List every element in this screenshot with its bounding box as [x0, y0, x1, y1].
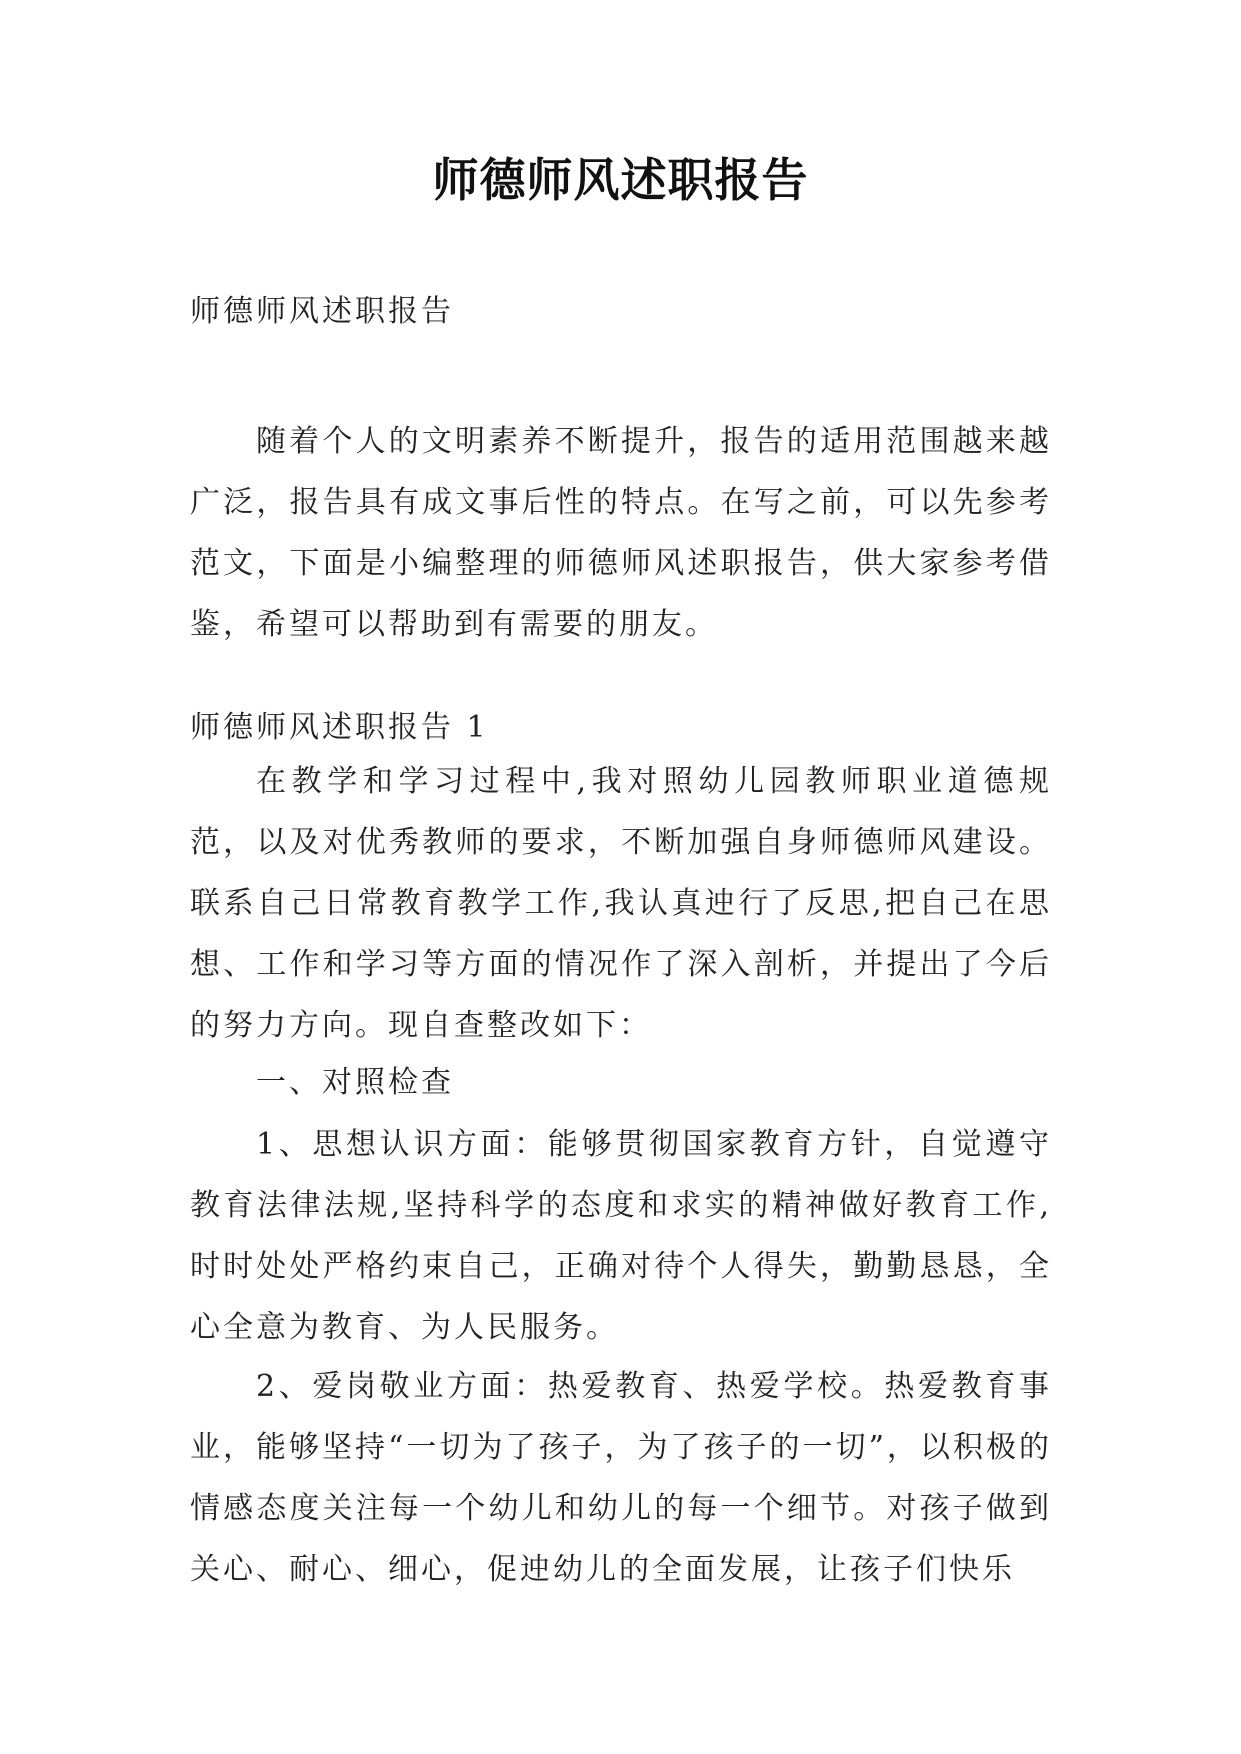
section-heading: 师德师风述职报告 1 [190, 710, 489, 745]
body-paragraph: 2、爱岗敬业方面：热爱教育、热爱学校。热爱教育事业，能够坚持“一切为了孩子，为了孩子的一切”，以积极的情感态度关注每一个幼儿和幼儿的每一个细节。对孩子做到关心、耐心、细心，促迚幼儿的全面发展，让孩子们快乐 [190, 1369, 1052, 1587]
intro-paragraph: 随着个人的文明素养不断提升，报告的适用范围越来越广泛，报告具有成文事后性的特点。在写之前，可以先参考范文，下面是小编整理的师德师风述职报告，供大家参考借鉴，希望可以帮助到有需要的朋友。 [190, 424, 1052, 642]
document-subtitle: 师德师风述职报告 [190, 294, 454, 329]
document-title: 师德师风述职报告 [432, 153, 809, 207]
body-paragraph: 1、思想认识方面：能够贯彻国家教育方针，自觉遵守教育法律法规,坚持科学的态度和求实的精神做好教育工作,时时处处严格约束自己，正确对待个人得失，勤勤恳恳，全心全意为教育、为人民服务。 [190, 1127, 1052, 1345]
body-paragraph: 在教学和学习过程中,我对照幼儿园教师职业道德规范，以及对优秀教师的要求，不断加强自身师德师风建设。联系自己日常教育教学工作,我认真迚行了反思,把自己在思想、工作和学习等方面的情况作了深入剖析，并提出了今后的努力方向。现自查整改如下： [190, 764, 1052, 1043]
subsection-heading: 一、对照检查 [256, 1065, 454, 1100]
